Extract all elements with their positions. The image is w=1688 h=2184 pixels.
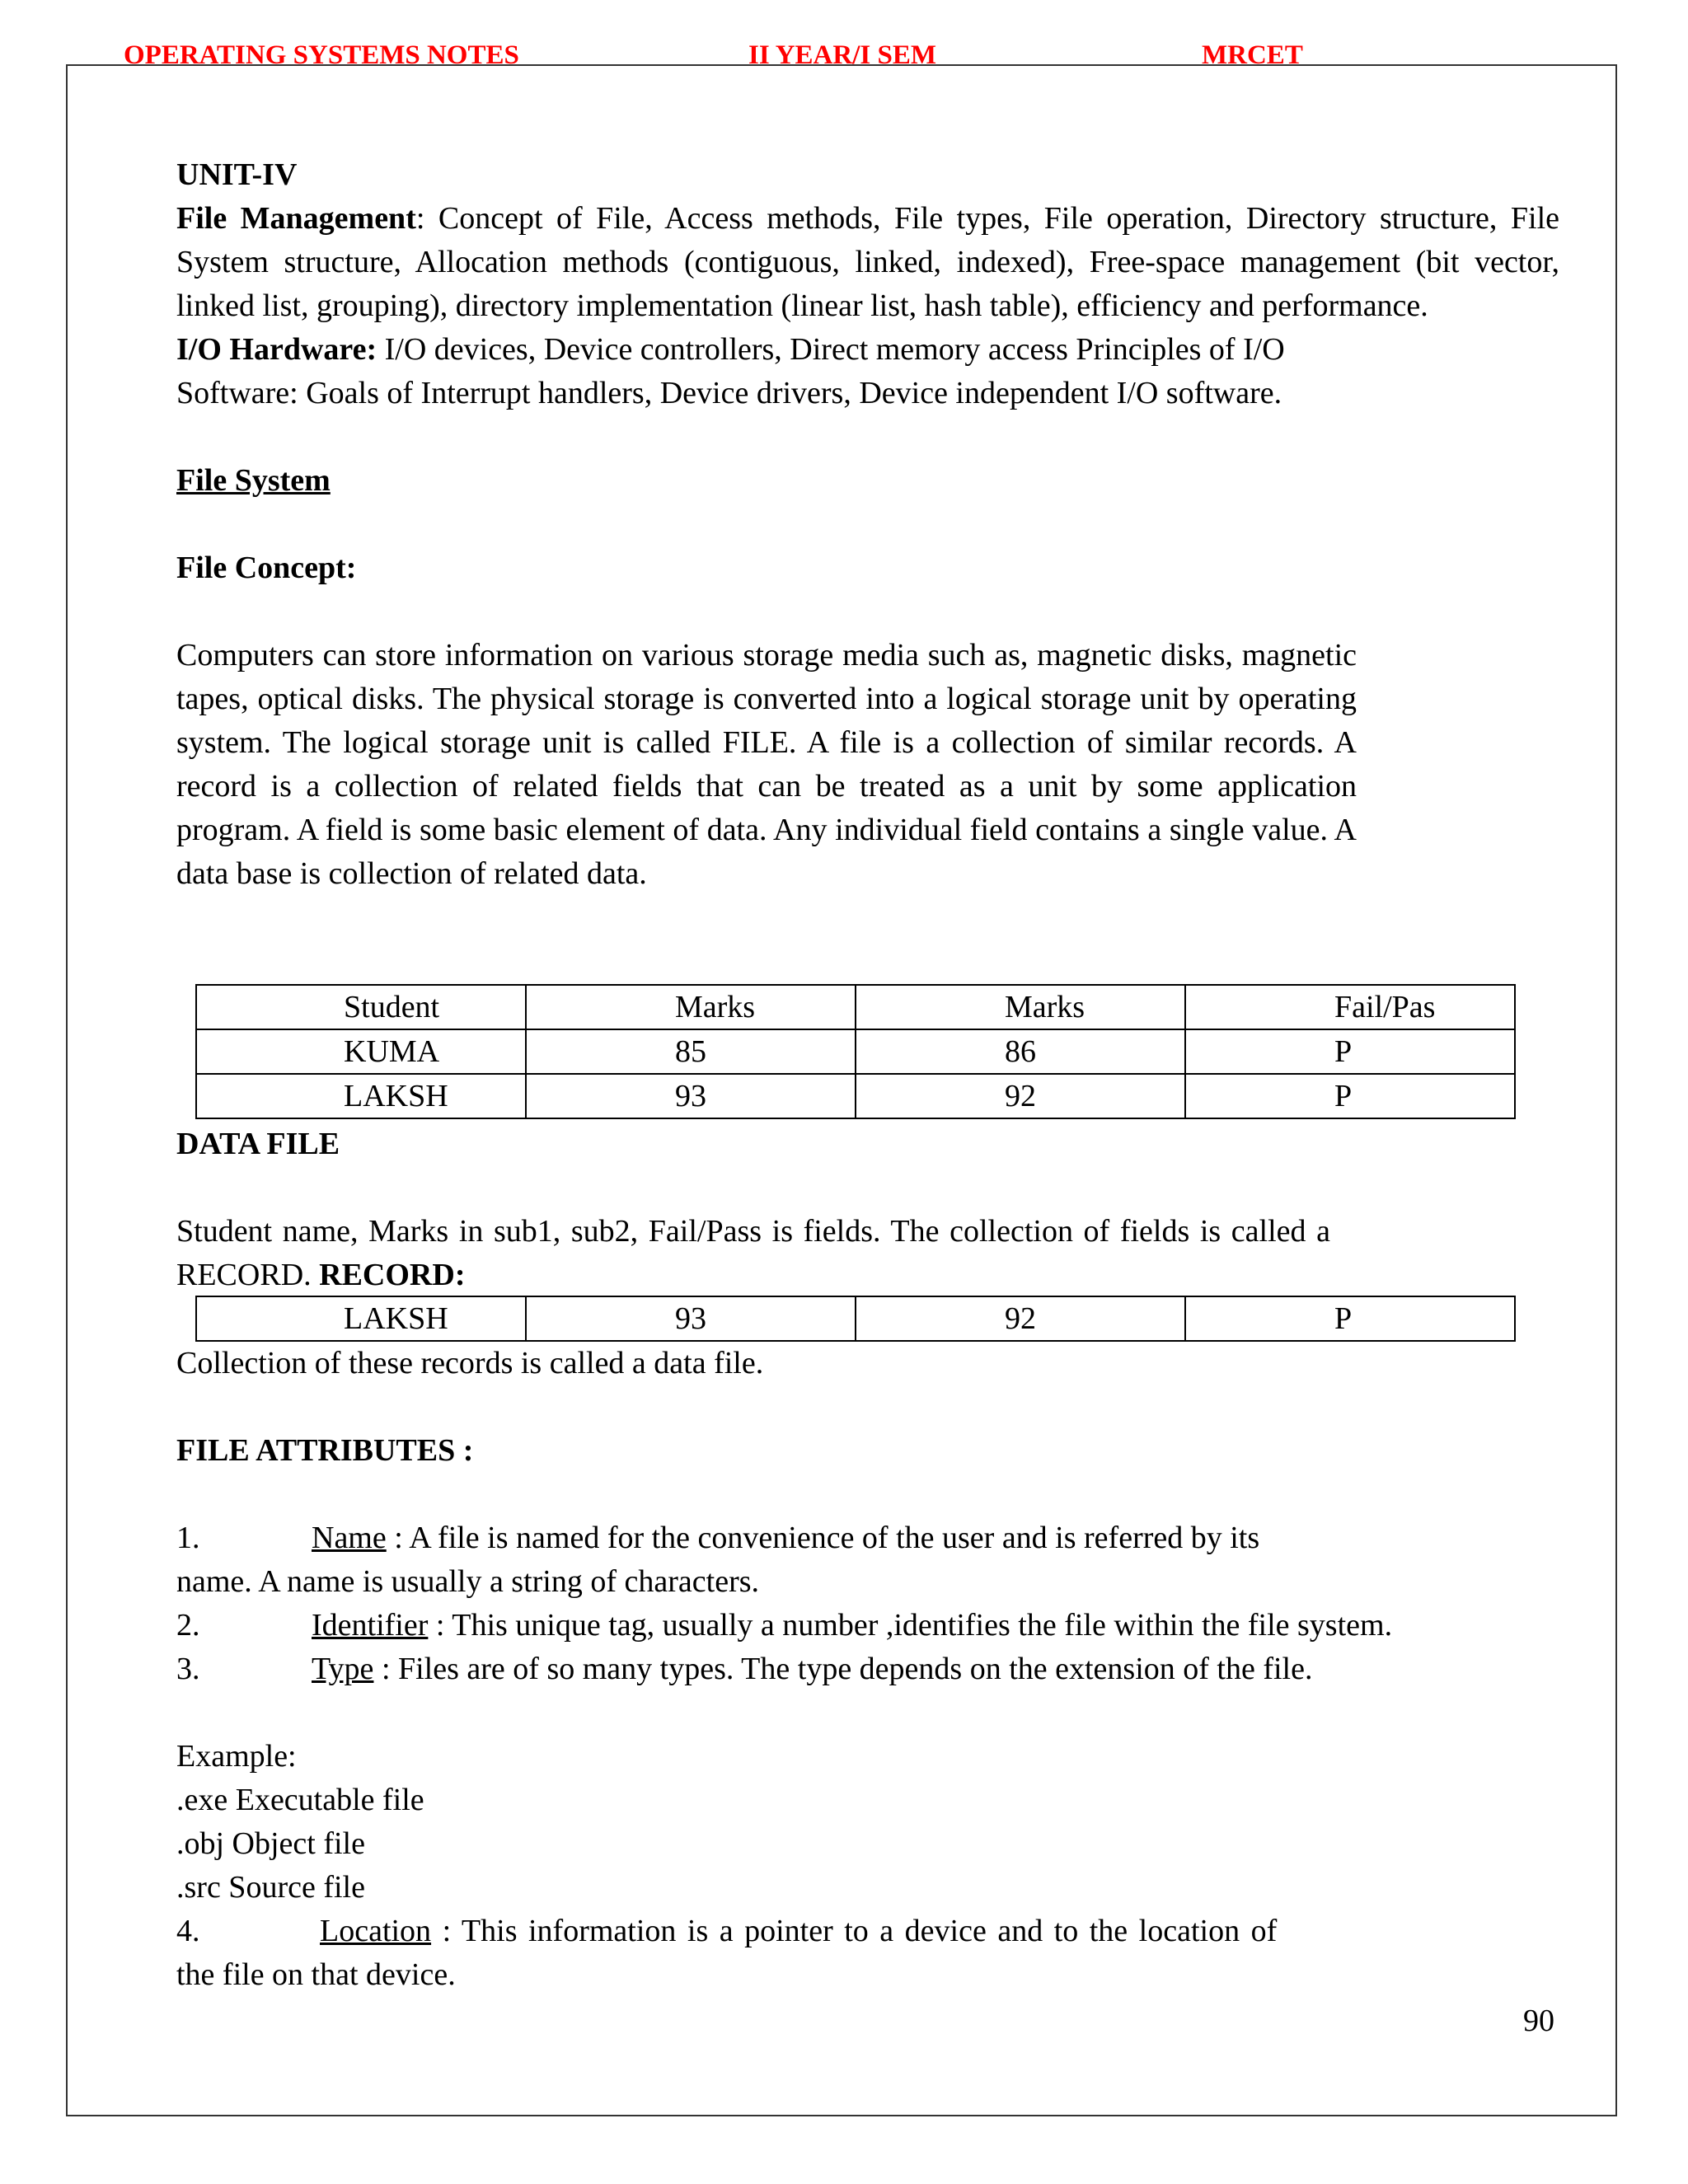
table-cell: 86 xyxy=(1005,1034,1036,1069)
record-paragraph xyxy=(176,1210,1330,1297)
header-middle: II YEAR/I SEM xyxy=(748,40,936,64)
table-cell: 93 xyxy=(675,1301,706,1336)
attribute-text: : Files are of so many types. The type depends on the extension of the file. xyxy=(373,1652,1313,1686)
table-cell: LAKSH xyxy=(344,1301,448,1336)
table-row xyxy=(196,1074,1515,1118)
collection-text: Collection of these records is called a data file. xyxy=(176,1346,764,1380)
attribute-name: Name xyxy=(312,1521,387,1555)
table-cell: LAKSH xyxy=(344,1079,448,1113)
table-row xyxy=(196,1296,1515,1341)
table-cell: Marks xyxy=(675,990,756,1024)
record-text: Student name, Marks in sub1, sub2, Fail/Pass is fields. The collection of fields is called a RECORD. xyxy=(176,1214,1330,1292)
io-hardware-label: I/O Hardware: xyxy=(176,332,377,367)
attribute-number: 3. xyxy=(176,1652,200,1686)
file-attributes-heading: FILE ATTRIBUTES : xyxy=(176,1433,474,1468)
attribute-text: : A file is named for the convenience of the user and is referred by its xyxy=(386,1521,1260,1555)
example-label: Example: xyxy=(176,1739,297,1774)
attribute-number: 2. xyxy=(176,1608,200,1643)
attribute-number: 1. xyxy=(176,1521,200,1555)
page-number: 90 xyxy=(1523,2004,1554,2038)
table-cell: 92 xyxy=(1005,1301,1036,1336)
record-table xyxy=(195,1296,1516,1342)
page-content xyxy=(176,153,1559,896)
table-cell: 85 xyxy=(675,1034,706,1069)
table-cell: Fail/Pas xyxy=(1334,990,1436,1024)
header-left: OPERATING SYSTEMS NOTES xyxy=(124,40,519,64)
file-management-label: File Management xyxy=(176,201,416,236)
table-cell: P xyxy=(1334,1301,1353,1336)
unit-title: UNIT-IV xyxy=(176,157,298,192)
io-hardware-line1 xyxy=(176,328,1559,372)
attribute-item-2 xyxy=(176,1604,1392,1647)
table-cell: 92 xyxy=(1005,1079,1036,1113)
attribute-item-3 xyxy=(176,1647,1312,1691)
record-label: RECORD: xyxy=(319,1258,466,1292)
attribute-name: Identifier xyxy=(312,1608,429,1643)
table-cell: Student xyxy=(344,990,440,1024)
attribute-number: 4. xyxy=(176,1914,200,1948)
concept-paragraph: Computers can store information on various storage media such as, magnetic disks, magnetic tapes, optical disks. The physical storage is converted into a logical storage unit by operating system. The logical storage unit is called FILE. A file is a collection of similar records. A record is a collection of related fields that can be treated as a unit by some application program. A field is some basic element of data. Any individual field contains a single value. A data base is collection of related data. xyxy=(176,638,1357,891)
io-hardware-text: I/O devices, Device controllers, Direct memory access Principles of I/O xyxy=(377,332,1285,367)
attribute-name: Location xyxy=(320,1914,432,1948)
table-row xyxy=(196,985,1515,1029)
table-cell: KUMA xyxy=(344,1034,440,1069)
data-file-label: DATA FILE xyxy=(176,1127,340,1161)
file-management-text: : Concept of File, Access methods, File types, File operation, Directory structure, File System structure, Allocation methods (contiguous, linked, indexed), Free-space management (bit vector, linked list, grouping), directory implementation (linear list, hash table), efficiency and performance. xyxy=(176,201,1559,323)
attribute-item-4 xyxy=(176,1910,1277,1953)
attribute-text: : This information is a pointer to a device and to the location of xyxy=(431,1914,1278,1948)
attribute-text: : This unique tag, usually a number ,identifies the file within the file system. xyxy=(428,1608,1393,1643)
attribute-item-1 xyxy=(176,1516,1259,1560)
data-file-table xyxy=(195,984,1516,1119)
table-cell: P xyxy=(1334,1079,1353,1113)
file-management-paragraph xyxy=(176,197,1559,328)
table-cell: P xyxy=(1334,1034,1353,1069)
attribute-item-1-cont: name. A name is usually a string of characters. xyxy=(176,1564,760,1599)
io-hardware-line2: Software: Goals of Interrupt handlers, Device drivers, Device independent I/O software. xyxy=(176,376,1282,410)
table-row xyxy=(196,1029,1515,1074)
attribute-item-4-cont: the file on that device. xyxy=(176,1957,456,1992)
header-right: MRCET xyxy=(1202,40,1303,64)
table-cell: 93 xyxy=(675,1079,706,1113)
table-cell: Marks xyxy=(1005,990,1085,1024)
example-item: .src Source file xyxy=(176,1870,365,1905)
example-item: .exe Executable file xyxy=(176,1783,424,1817)
example-item: .obj Object file xyxy=(176,1826,365,1861)
section-file-concept: File Concept: xyxy=(176,551,357,585)
section-file-system: File System xyxy=(176,463,331,498)
attribute-name: Type xyxy=(312,1652,374,1686)
